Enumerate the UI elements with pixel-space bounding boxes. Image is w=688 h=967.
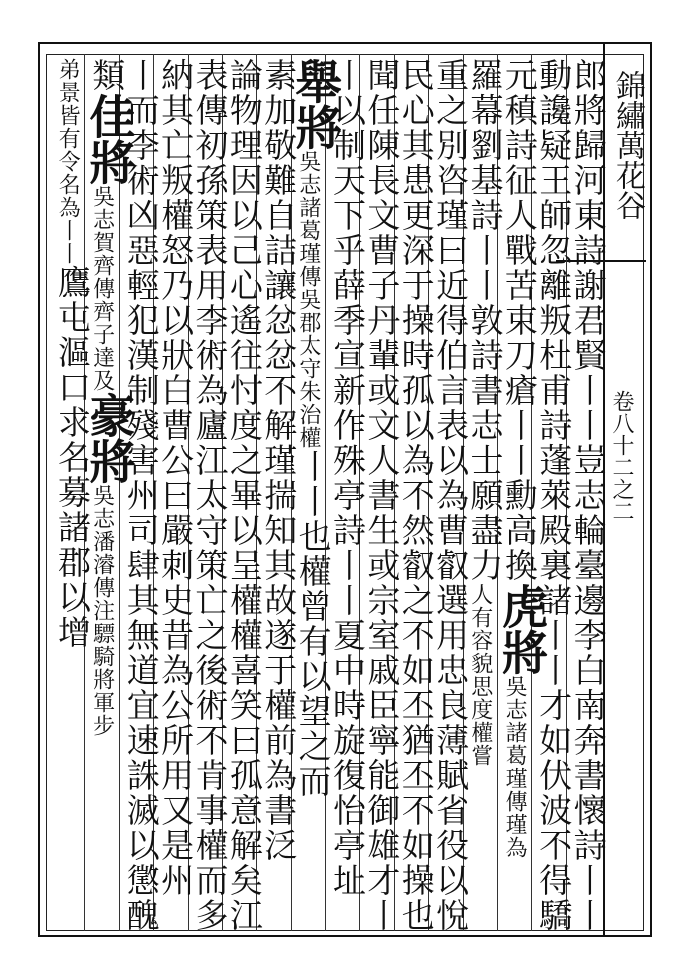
column-text: 納其亡叛權怒乃以狀白曹公曰嚴刺史昔為公所用又是州 bbox=[156, 58, 196, 898]
column-text: 類 bbox=[87, 58, 127, 93]
column-text: 聞任陳長文曹子丹輩或文人書生或宗室戚臣寧能御雄才丨 bbox=[362, 58, 402, 933]
annotation-text: 人有容貌思度權嘗 bbox=[467, 583, 493, 767]
column-text: 重之別咨瑾曰近得伯言表以為曹叡選用忠良薄賦省役以悅 bbox=[431, 58, 471, 933]
column-text: 論物理因以己心遙往忖度之畢以呈權權喜笑曰孤意解矣江 bbox=[224, 58, 264, 933]
book-title: 錦繡萬花谷 bbox=[610, 70, 645, 220]
column-text: 動讒疑王師忽離叛杜甫詩蓬萊殿裏諸丨丨才如伏波不得驕 bbox=[534, 58, 574, 933]
entry-heading: 豪將 bbox=[82, 392, 137, 484]
column-text: 丨而李術凶惡輕犯漢制殘害州司肆其無道宜速誅滅以懲醜 bbox=[121, 58, 161, 933]
column-text: 民心其患更深于操時孤以為不然叡之不如丕猶丕不如操也 bbox=[396, 58, 436, 933]
column-divider bbox=[119, 54, 120, 931]
annotation-text: 吳志潘濬傳注驃騎將軍步 bbox=[89, 484, 115, 737]
column-text: 郎將歸河東詩謝君賢丨丨豈志輪臺邊李白南奔書懷詩丨丨 bbox=[568, 58, 608, 933]
column-text: 羅幕劉基詩丨丨敦詩書志士願盡力 bbox=[465, 58, 505, 583]
entry-heading: 虎將 bbox=[494, 583, 549, 675]
text-column bbox=[121, 58, 161, 933]
entry-heading: 舉將 bbox=[288, 58, 343, 150]
annotation-text: 吳志諸葛瑾傳瑾為 bbox=[502, 675, 528, 859]
volume-label: 卷八十二之二 bbox=[609, 390, 634, 522]
annotation-text: 吳志賀齊傳齊子達及 bbox=[89, 185, 115, 392]
text-column bbox=[52, 58, 92, 650]
column-text: 素加敬難自詰讓忿忿不解瑾揣知其故遂于權前為書泛 bbox=[259, 58, 299, 863]
annotation-text: 弟景皆有令名為丨丨 bbox=[55, 58, 81, 265]
column-text: 鷹屯漚口求名募諸郡以增 bbox=[53, 265, 92, 650]
column-text: 表傳初孫策表用李術為廬江太守策亡之後術不肯事權而多 bbox=[190, 58, 230, 933]
entry-heading: 佳將 bbox=[82, 93, 137, 185]
annotation-text: 吳志諸葛瑾傳吳郡太守朱治權 bbox=[295, 150, 321, 449]
column-text: 丨丨也權曾有以望之而 bbox=[293, 449, 333, 799]
column-text: 元稹詩征人戰苦束刀瘡丨丨勳高換 bbox=[499, 58, 539, 583]
column-text: 丨以制天下乎薛季宣新作殊亭詩丨丨夏中時旋復怡亭址 bbox=[328, 58, 367, 898]
